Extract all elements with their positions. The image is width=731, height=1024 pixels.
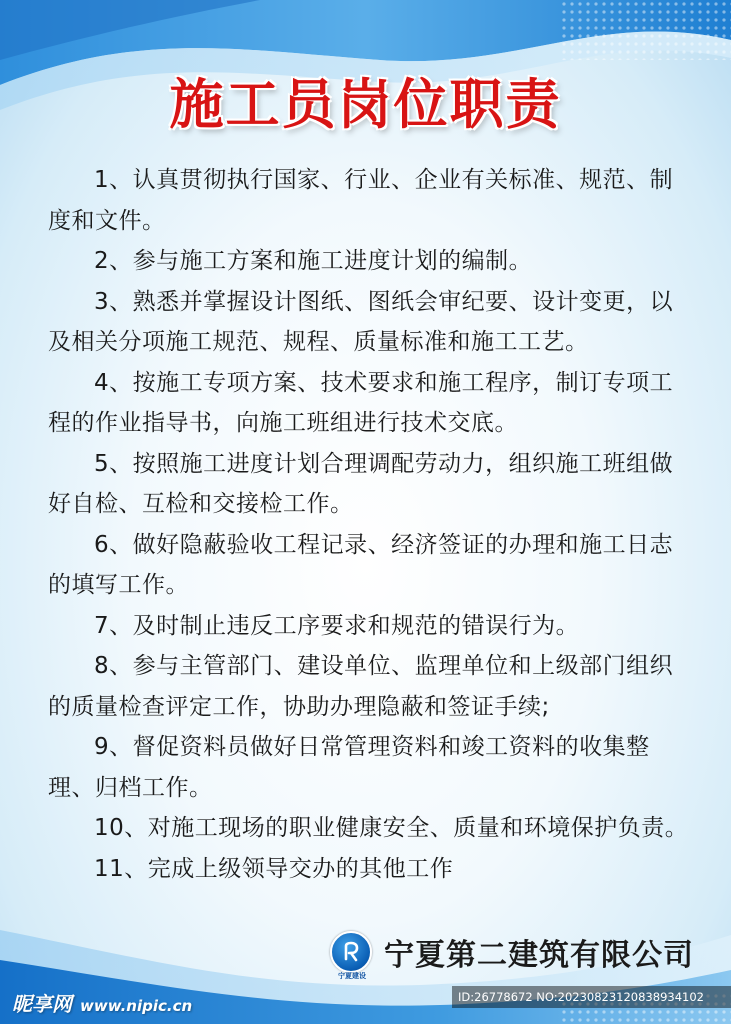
duty-item-2: 2、参与施工方案和施工进度计划的编制。	[94, 248, 533, 274]
duty-item-8: 8、参与主管部门、建设单位、监理单位和上级部门组织的质量检查评定工作，协助办理隐蔽和签证手续;	[48, 653, 674, 720]
image-id-bar: ID:26778672 NO:20230823120838934102	[452, 986, 731, 1008]
company-name: 宁夏第二建筑有限公司	[384, 938, 694, 973]
duty-item-6: 6、做好隐蔽验收工程记录、经济签证的办理和施工日志的填写工作。	[48, 531, 674, 598]
duty-item-7: 7、及时制止违反工序要求和规范的错误行为。	[94, 612, 580, 639]
logo-text: 宁夏建设	[338, 972, 366, 980]
company-logo-icon	[330, 931, 372, 980]
duty-item-10: 10、对施工现场的职业健康安全、质量和环境保护负责。	[94, 815, 689, 841]
duty-list	[48, 160, 690, 889]
watermark-brand: 昵享网	[12, 992, 72, 1016]
logo-mark-icon	[340, 941, 362, 963]
duty-item-5: 5、按照施工进度计划合理调配劳动力，组织施工班组做好自检、互检和交接检工作。	[48, 450, 674, 517]
watermark	[12, 988, 192, 1017]
duty-item-9: 9、督促资料员做好日常管理资料和竣工资料的收集整理、归档工作。	[48, 734, 650, 801]
company-signature	[330, 930, 694, 980]
duty-item-4: 4、按施工专项方案、技术要求和施工程序，制订专项工程的作业指导书，向施工班组进行技术交底。	[48, 369, 674, 436]
duty-item-1: 1、认真贯彻执行国家、行业、企业有关标准、规范、制度和文件。	[48, 167, 674, 234]
duty-item-11: 11、完成上级领导交办的其他工作	[94, 855, 454, 882]
watermark-url: www.nipic.cn	[80, 997, 193, 1015]
duty-item-3: 3、熟悉并掌握设计图纸、图纸会审纪要、设计变更，以及相关分项施工规范、规程、质量标准和施工工艺。	[48, 288, 674, 355]
page-title: 施工员岗位职责	[169, 73, 562, 136]
